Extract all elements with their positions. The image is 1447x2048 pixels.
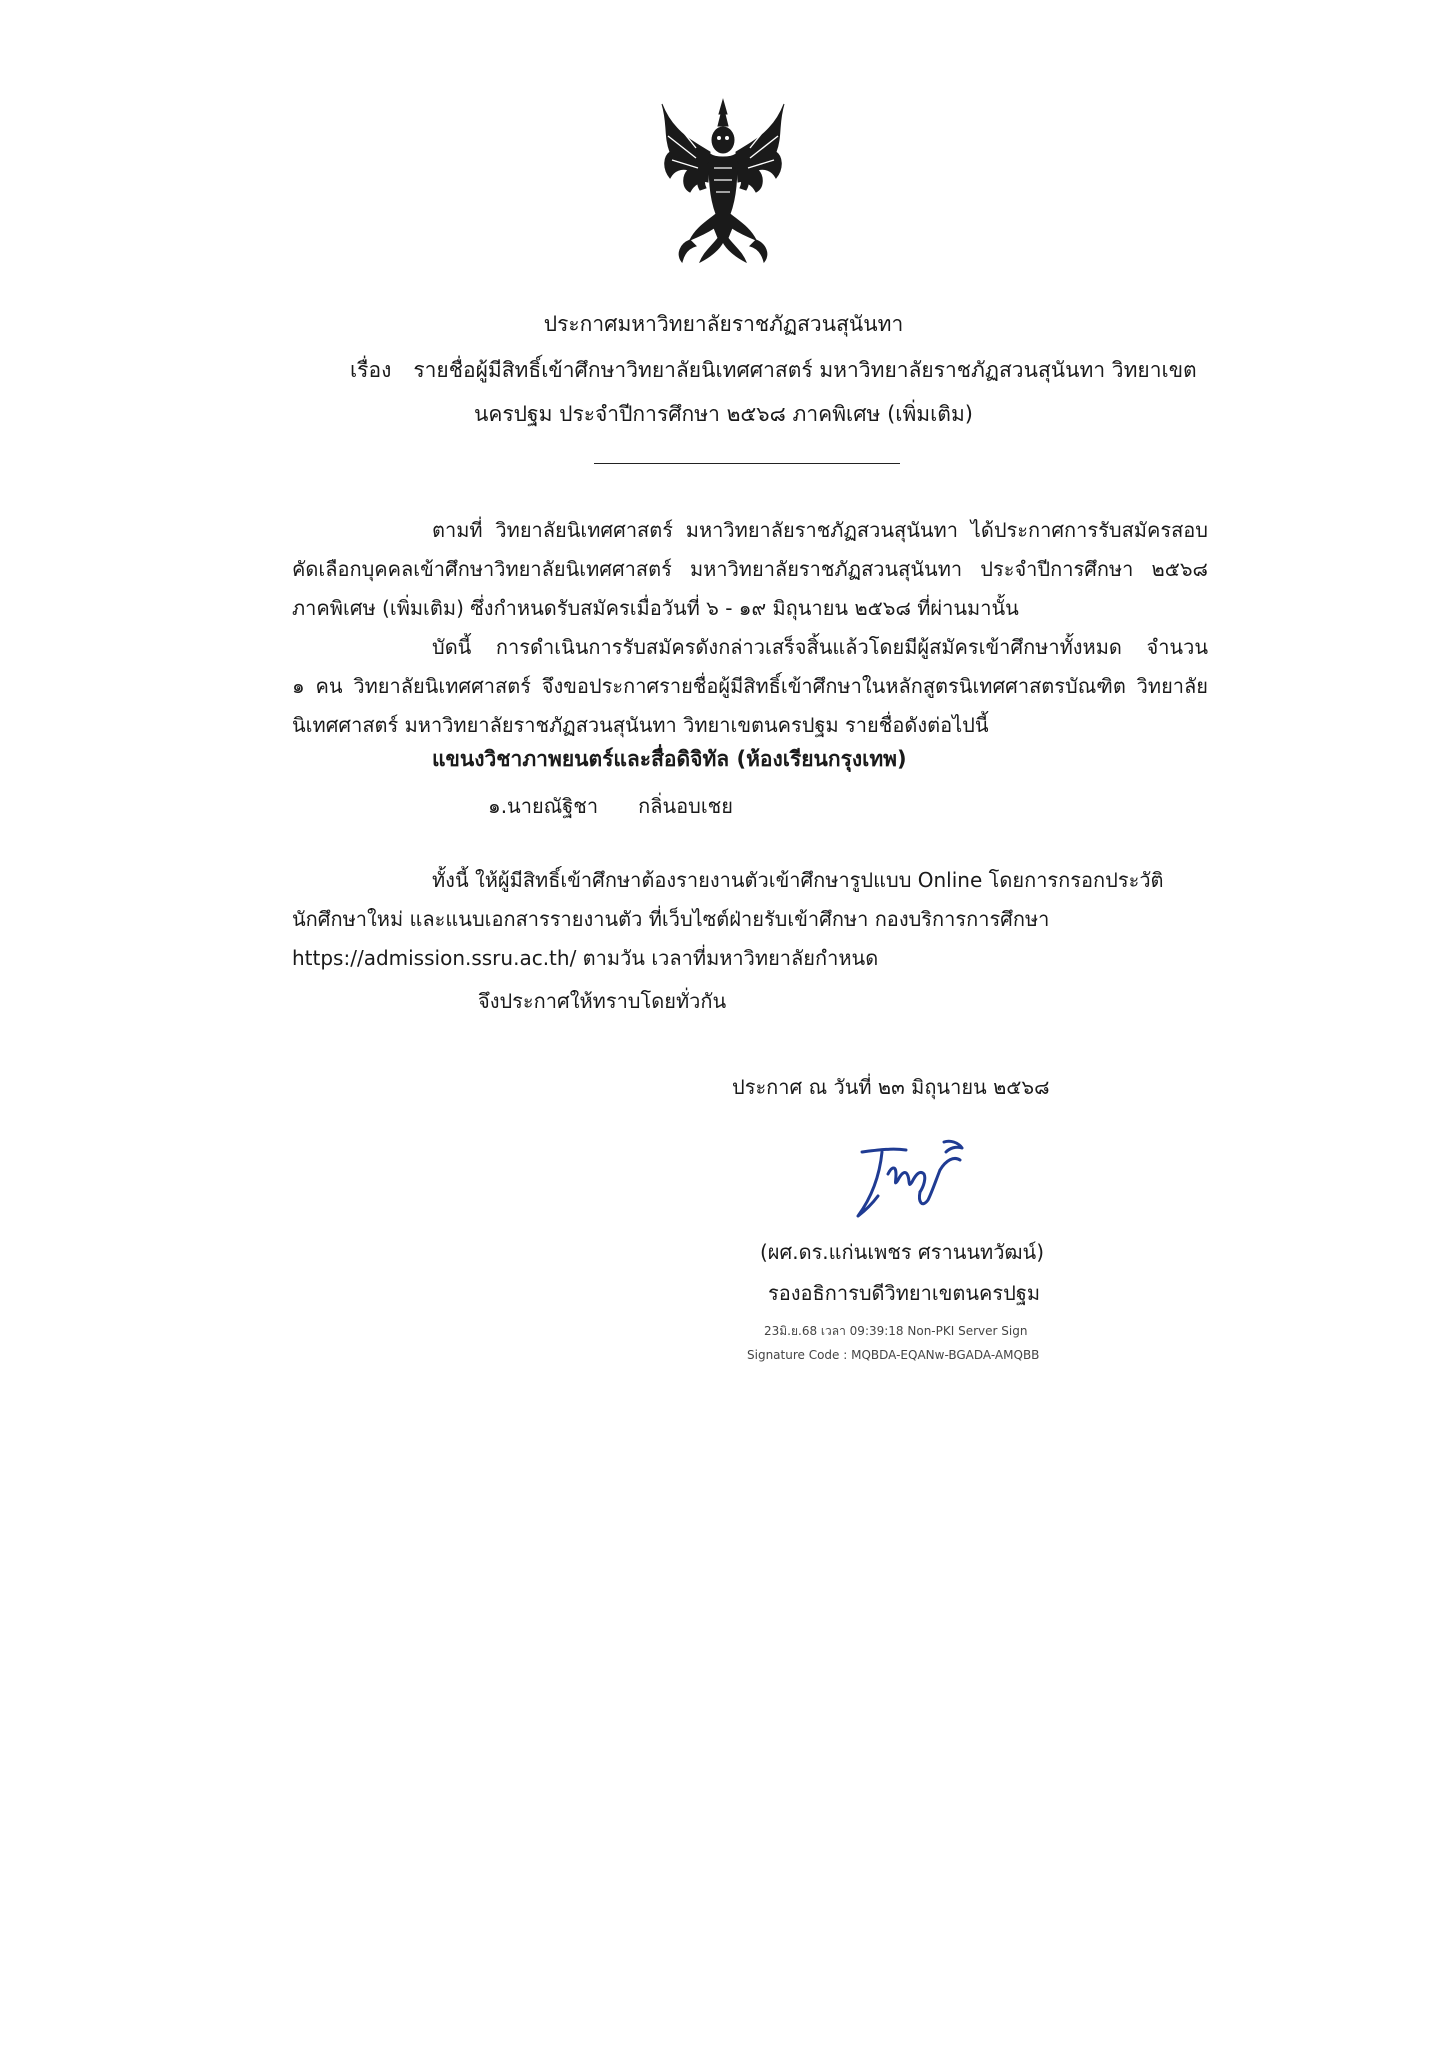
para1-line2: คัดเลือกบุคคลเข้าศึกษาวิทยาลัยนิเทศศาสตร์ มหาวิทยาลัยราชภัฏสวนสุนันทา ประจำปีการศึกษา ๒๕๖๘ — [292, 557, 1208, 581]
header-divider — [594, 463, 900, 464]
announcement-date: ประกาศ ณ วันที่ ๒๓ มิถุนายน ๒๕๖๘ — [732, 1075, 1050, 1099]
signature-code: Signature Code : MQBDA-EQANw-BGADA-AMQBB — [747, 1348, 1040, 1362]
closing-statement: จึงประกาศให้ทราบโดยทั่วกัน — [478, 989, 727, 1013]
program-heading: แขนงวิชาภาพยนตร์และสื่อดิจิทัล (ห้องเรียนกรุงเทพ) — [432, 747, 907, 771]
signatory-name: (ผศ.ดร.แก่นเพชร ศรานนทวัฒน์) — [760, 1240, 1044, 1264]
para2-line2: ๑ คน วิทยาลัยนิเทศศาสตร์ จึงขอประกาศรายชื่อผู้มีสิทธิ์เข้าศึกษาในหลักสูตรนิเทศศาสตรบัณฑิต วิทยาลัย — [292, 674, 1208, 698]
student-number-name: ๑.นายณัฐิชา — [488, 794, 599, 818]
signatory-position: รองอธิการบดีวิทยาเขตนครปฐม — [768, 1281, 1041, 1305]
para3-line3: https://admission.ssru.ac.th/ ตามวัน เวลาที่มหาวิทยาลัยกำหนด — [292, 946, 879, 970]
handwritten-signature — [848, 1130, 978, 1230]
list-item — [488, 790, 733, 822]
subject-text-line2: นครปฐม ประจำปีการศึกษา ๒๕๖๘ ภาคพิเศษ (เพิ่มเติม) — [474, 402, 973, 426]
para1-line3: ภาคพิเศษ (เพิ่มเติม) ซึ่งกำหนดรับสมัครเมื่อวันที่ ๖ - ๑๙ มิถุนายน ๒๕๖๘ ที่ผ่านมานั้น — [292, 596, 1019, 620]
para2-line3: นิเทศศาสตร์ มหาวิทยาลัยราชภัฏสวนสุนันทา วิทยาเขตนครปฐม รายชื่อดังต่อไปนี้ — [292, 713, 989, 737]
subject-text-line1: รายชื่อผู้มีสิทธิ์เข้าศึกษาวิทยาลัยนิเทศศาสตร์ มหาวิทยาลัยราชภัฏสวนสุนันทา วิทยาเขต — [413, 358, 1197, 382]
announcement-title: ประกาศมหาวิทยาลัยราชภัฏสวนสุนันทา — [543, 312, 904, 336]
subject-label: เรื่อง — [350, 358, 392, 382]
student-surname: กลิ่นอบเชย — [638, 794, 733, 818]
sign-timestamp: 23มิ.ย.68 เวลา 09:39:18 Non-PKI Server Sign — [764, 1324, 1028, 1338]
subject-line — [350, 354, 1197, 387]
para1-line1: ตามที่ วิทยาลัยนิเทศศาสตร์ มหาวิทยาลัยราชภัฏสวนสุนันทา ได้ประกาศการรับสมัครสอบ — [432, 518, 1208, 542]
garuda-emblem-icon — [656, 96, 790, 268]
para3-line2: นักศึกษาใหม่ และแนบเอกสารรายงานตัว ที่เว็บไซต์ฝ่ายรับเข้าศึกษา กองบริการการศึกษา — [292, 907, 1050, 931]
para2-line1: บัดนี้ การดำเนินการรับสมัครดังกล่าวเสร็จสิ้นแล้วโดยมีผู้สมัครเข้าศึกษาทั้งหมด จำนวน — [432, 635, 1208, 659]
para3-line1: ทั้งนี้ ให้ผู้มีสิทธิ์เข้าศึกษาต้องรายงานตัวเข้าศึกษารูปแบบ Online โดยการกรอกประวัติ — [432, 868, 1164, 892]
